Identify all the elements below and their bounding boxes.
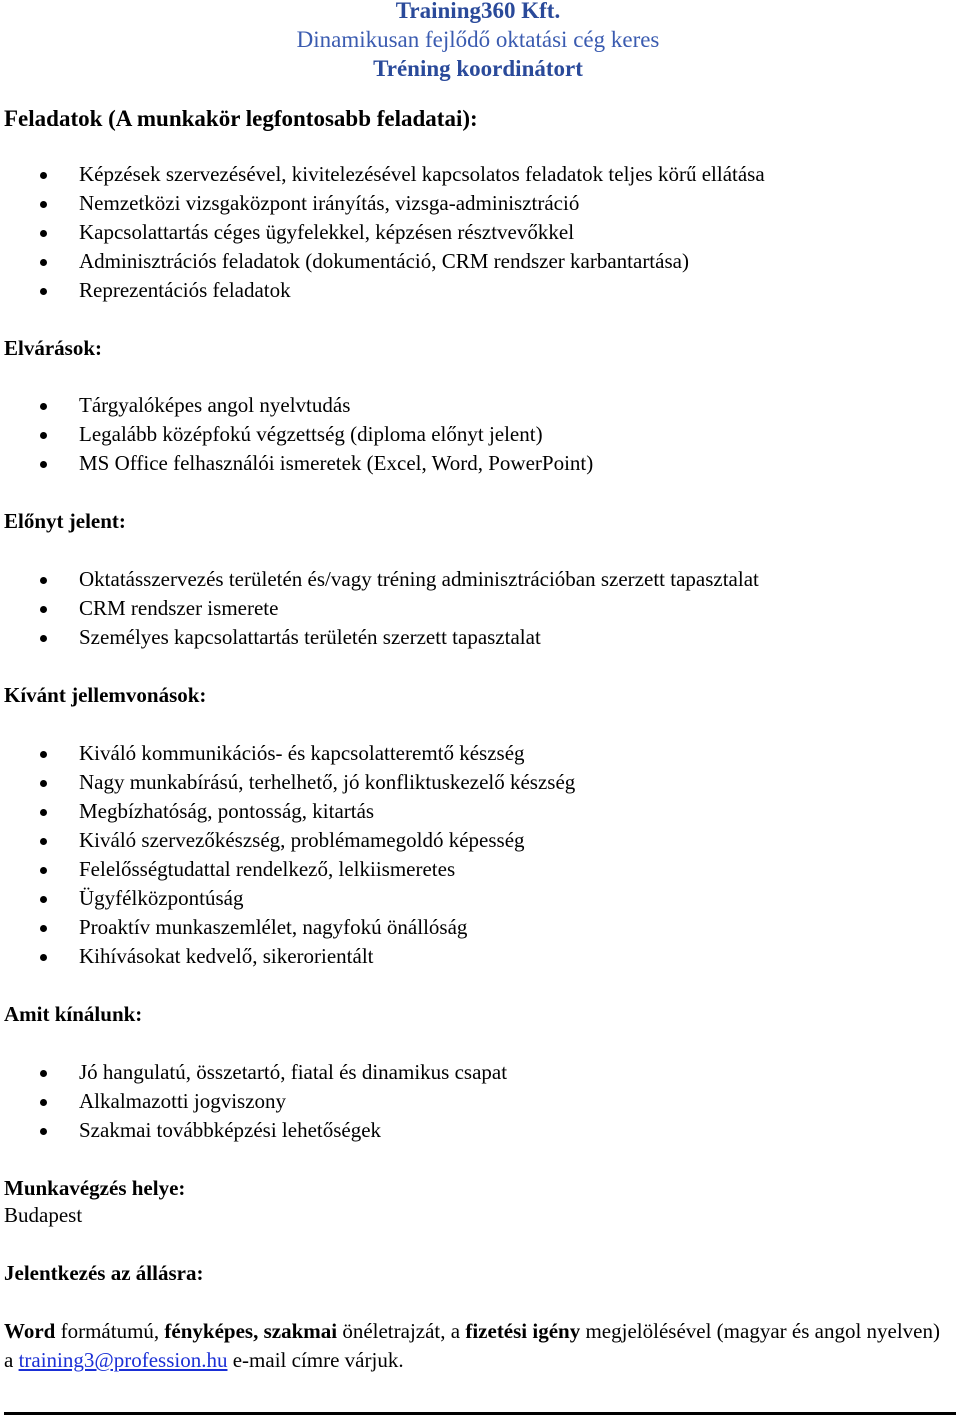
advantages-list	[4, 565, 952, 652]
apply-text-part: megjelölésével (magyar és angol nyelven) a	[4, 1319, 940, 1372]
list-item: Proaktív munkaszemlélet, nagyfokú önállóság	[4, 913, 952, 942]
apply-title: Jelentkezés az állásra:	[4, 1261, 204, 1285]
list-item: Megbízhatóság, pontosság, kitartás	[4, 797, 952, 826]
tasks-title: Feladatok (A munkakör legfontosabb feladatai):	[4, 106, 478, 131]
list-item: Felelősségtudattal rendelkező, lelkiismeretes	[4, 855, 952, 884]
list-item: MS Office felhasználói ismeretek (Excel, Word, PowerPoint)	[4, 449, 952, 478]
company-name: Training360 Kft.	[395, 0, 561, 23]
location-title: Munkavégzés helye:	[4, 1176, 186, 1200]
traits-title: Kívánt jellemvonások:	[4, 683, 207, 707]
list-item: Ügyfélközpontúság	[4, 884, 952, 913]
tasks-list	[4, 160, 952, 305]
job-posting	[4, 0, 952, 1375]
requirements-title: Elvárások:	[4, 336, 103, 360]
advantages-title: Előnyt jelent:	[4, 509, 126, 533]
apply-text-part: formátumú,	[55, 1319, 165, 1343]
list-item: Kiváló szervezőkészség, problémamegoldó képesség	[4, 826, 952, 855]
list-item: Szakmai továbbképzési lehetőségek	[4, 1116, 952, 1145]
apply-salary: fizetési igény	[465, 1319, 581, 1343]
apply-text-part: önéletrajzát, a	[337, 1319, 466, 1343]
list-item: CRM rendszer ismerete	[4, 594, 952, 623]
location-value: Budapest	[4, 1203, 83, 1227]
bottom-divider	[4, 1412, 956, 1415]
list-item: Kapcsolattartás céges ügyfelekkel, képzésen résztvevőkkel	[4, 218, 952, 247]
list-item: Nagy munkabírású, terhelhető, jó konfliktuskezelő készség	[4, 768, 952, 797]
offer-list	[4, 1058, 952, 1145]
email-link[interactable]: training3@profession.hu	[18, 1348, 228, 1372]
list-item: Személyes kapcsolattartás területén szerzett tapasztalat	[4, 623, 952, 652]
list-item: Kiváló kommunikációs- és kapcsolatteremtő készség	[4, 739, 952, 768]
apply-text	[4, 1317, 952, 1375]
list-item: Alkalmazotti jogviszony	[4, 1087, 952, 1116]
list-item: Tárgyalóképes angol nyelvtudás	[4, 391, 952, 420]
list-item: Reprezentációs feladatok	[4, 276, 952, 305]
apply-word: Word	[4, 1319, 56, 1343]
list-item: Nemzetközi vizsgaközpont irányítás, vizsga-adminisztráció	[4, 189, 952, 218]
list-item: Legalább középfokú végzettség (diploma előnyt jelent)	[4, 420, 952, 449]
job-role: Tréning koordinátort	[373, 56, 583, 81]
requirements-list	[4, 391, 952, 478]
apply-text-part: e-mail címre várjuk.	[227, 1348, 404, 1372]
list-item: Adminisztrációs feladatok (dokumentáció, CRM rendszer karbantartása)	[4, 247, 952, 276]
offer-title: Amit kínálunk:	[4, 1002, 143, 1026]
list-item: Jó hangulatú, összetartó, fiatal és dinamikus csapat	[4, 1058, 952, 1087]
apply-photo: fényképes, szakmai	[164, 1319, 338, 1343]
list-item: Képzések szervezésével, kivitelezésével kapcsolatos feladatok teljes körű ellátása	[4, 160, 952, 189]
posting-header	[4, 0, 952, 83]
header-subtitle: Dinamikusan fejlődő oktatási cég keres	[296, 27, 660, 52]
list-item: Oktatásszervezés területén és/vagy tréning adminisztrációban szerzett tapasztalat	[4, 565, 952, 594]
traits-list	[4, 739, 952, 971]
list-item: Kihívásokat kedvelő, sikerorientált	[4, 942, 952, 971]
